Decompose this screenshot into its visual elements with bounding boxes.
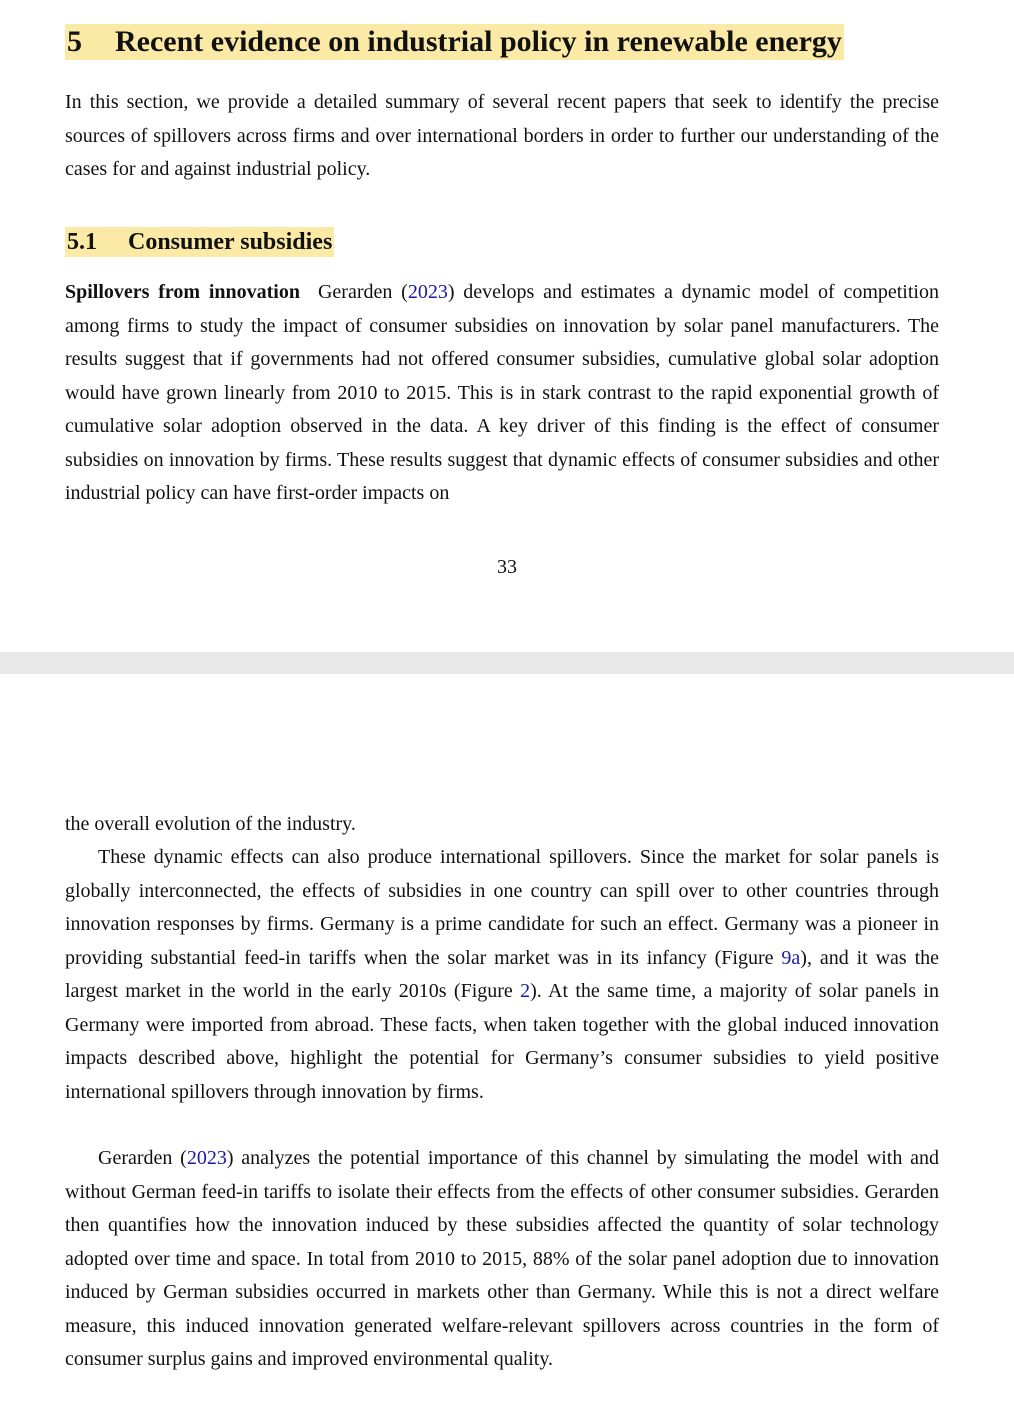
german-tariffs-paragraph xyxy=(65,1142,939,1377)
subsection-title: Consumer subsidies xyxy=(128,229,333,255)
page-33 xyxy=(0,0,1014,652)
section-title: Recent evidence on industrial policy in renewable energy xyxy=(115,25,842,58)
author-text: Gerarden ( xyxy=(317,281,408,303)
page-34 xyxy=(0,674,1014,1424)
subsection-heading xyxy=(65,227,334,257)
page-separator xyxy=(0,652,1014,674)
paragraph-text: ), and it was the largest market in the world in the early 2010s (Figure xyxy=(65,946,940,1002)
continuation-paragraph xyxy=(65,808,939,842)
runin-heading: Spillovers from innovation xyxy=(65,281,300,303)
intro-paragraph: In this section, we provide a detailed summary of several recent papers that seek to identify the precise sources of spillovers across firms and over international borders in order to further our understanding of the cases for and against industrial policy. xyxy=(65,91,939,180)
continuation-text: the overall evolution of the industry. xyxy=(65,813,356,835)
figure-link-9a[interactable]: 9a xyxy=(781,946,801,969)
paragraph-text: ) analyzes the potential importance of this channel by simulating the model with and without German feed-in tariffs to isolate their effects from the effects of other consumer subsidies. Gerarden then quantifies how the innovation induced by these subsidies affected the quantity of solar technology adopted over time and space. In total from 2010 to 2015, 88% of the solar panel adoption due to innovation induced by German subsidies occurred in markets other than Germany. While this is not a direct welfare measure, this induced innovation generated welfare-relevant spillovers across countries in the form of consumer surplus gains and improved environmental quality. xyxy=(65,1147,939,1370)
section-number: 5 xyxy=(67,25,82,58)
citation-link[interactable]: 2023 xyxy=(186,1147,227,1169)
citation-link[interactable]: 2023 xyxy=(407,281,448,303)
paragraph-text: These dynamic effects can also produce international spillovers. Since the market for solar panels is globally interconnected, the effects of subsidies in one country can spill over to other countries through innovation responses by firms. Germany is a prime candidate for such an effect. Germany was a pioneer in providing substantial feed-in tariffs when the solar market was in its infancy (Figure xyxy=(65,846,939,969)
spillovers-paragraph xyxy=(65,276,939,511)
paragraph-text: ). At the same time, a majority of solar panels in Germany were imported from abroad. These facts, when taken together with the global induced innovation impacts described above, highlight the potential for Germany’s consumer subsidies to yield positive international spillovers through innovation by firms. xyxy=(65,980,939,1103)
section-heading xyxy=(65,24,844,60)
international-spillovers-paragraph xyxy=(65,841,939,1109)
author-text: Gerarden ( xyxy=(98,1147,187,1169)
paragraph-text: ) develops and estimates a dynamic model of competition among firms to study the impact of consumer subsidies on innovation by solar panel manufacturers. The results suggest that if governments had not offered consumer subsidies, cumulative global solar adoption would have grown linearly from 2010 to 2015. This is in stark contrast to the rapid exponential growth of cumulative solar adoption observed in the data. A key driver of this finding is the effect of consumer subsidies on innovation by firms. These results suggest that dynamic effects of consumer subsidies and other industrial policy can have first-order impacts on xyxy=(65,281,939,504)
page-number: 33 xyxy=(497,556,517,578)
subsection-number: 5.1 xyxy=(67,229,97,255)
figure-link-2[interactable]: 2 xyxy=(520,980,531,1002)
